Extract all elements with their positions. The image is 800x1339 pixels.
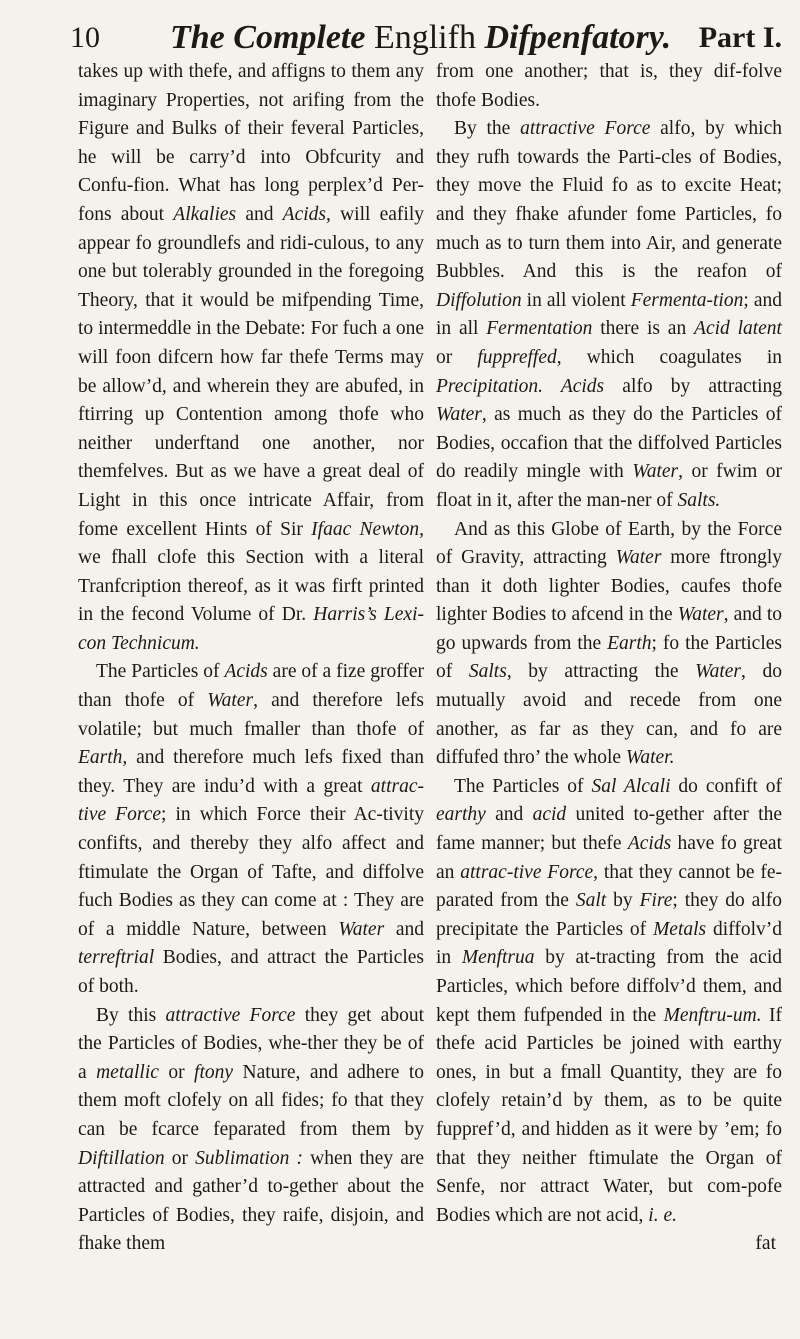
body-text: and [485,804,533,826]
italic-text: Sublimation : [195,1147,304,1169]
paragraph [78,658,424,1001]
italic-text: Water [436,404,482,426]
italic-text: Harris’s Lexi-con Technicum. [78,604,425,654]
body-text: or [164,1147,196,1169]
body-text: , will eafily appear fo groundlefs and ridi-culous, to any one but tolerably grounded in the foregoing Theory, that it would be mifpending Time, to intermeddle in the Debate: For fuch a one will foon difcern how far thefe Terms may be allow’d, and wherein they are abufed, in ftirring up Contention among thofe who neither underftand one another, nor themfelves. But as we have a great deal of Light in this once intricate Affair, from fome excellent Hints of Sir [78,203,424,540]
body-text: And as this Globe of Earth, by the Force of Gravity, attracting [436,518,782,569]
italic-text: ftony [194,1061,234,1083]
body-text: alfo by attracting [604,375,782,397]
body-text: , which coagulates in [556,346,782,368]
paragraph [78,1002,424,1259]
italic-text: Water [615,547,662,569]
body-text: in all violent [521,289,631,311]
body-text: Bodies, and attract the Particles of both. [78,947,424,997]
italic-text: Fermentation [486,318,593,340]
italic-text: earthy [436,804,486,826]
body-text: takes up with thefe, and affigns to them any imaginary Properties, not arifing from the Figure and Bulks of their feveral Particles, he will be carry’d into Obfcurity and Confu-fion. What has long perplex’d Per-fons about [78,61,424,225]
body-text: , we fhall clofe this Section with a literal Tranfcription thereof, as it was firft printed in the fecond Volume of Dr. [78,518,424,626]
italic-text: Precipitation. Acids [436,375,605,397]
body-text: and [236,203,283,225]
italic-text: i. e. [648,1204,677,1226]
italic-text: Water [677,604,724,626]
italic-text: acid [532,804,567,826]
body-text: by [606,890,640,912]
body-text: alfo, by which they rufh towards the Parti-cles of Bodies, they move the Fluid fo as to excite Heat; and they fhake afunder fome Particles, fo much as to turn them into Air, and generate Bubbles. And this is the reafon of [436,118,782,283]
body-text: diffolv’d in [436,918,782,969]
title-part-1: The Complete [170,19,374,56]
paragraph [436,58,782,115]
italic-text: terreftrial [78,947,155,969]
paragraph [78,58,424,658]
italic-text: Diftillation [78,1147,165,1169]
body-text: by at-tracting from the acid Particles, which before diffolv’d them, and kept them fufpended in the [436,947,782,1026]
italic-text: Acid latent [694,318,782,340]
body-text: If thefe acid Particles be joined with earthy ones, in but a fmall Quantity, they are fo clofely retain’d by them, as to be quite fuppref’d, and hidden as it were by ’em; fo that they neither ftimulate the Organ of Senfe, nor attract Water, but com-pofe Bodies which are not acid, [436,1004,782,1226]
italic-text: Sal Alcali [591,775,671,797]
italic-text: Salts [468,661,507,683]
italic-text: Menftru-um. [663,1004,762,1026]
italic-text: Fermenta-tion [630,289,744,311]
italic-text: Water [632,461,679,483]
italic-text: Menftrua [461,947,535,969]
italic-text: Water [207,690,254,712]
italic-text: attrac-tive Force [78,775,424,826]
italic-text: Water. [625,747,675,769]
italic-text: Diffolution [436,289,522,311]
body-text: ; in which Force their Ac-tivity confifts, and thereby they alfo affect and ftimulate the Organ of Tafte, and diffolve fuch Bodies as they can come at : They are of a middle Nature, between [78,804,425,940]
italic-text: attractive Force [520,118,651,140]
running-title [170,16,671,60]
body-text: have fo great an [436,833,783,883]
right-column [436,58,782,1259]
running-header [70,16,782,60]
body-text: By this [96,1004,166,1026]
body-text: The Particles of [96,661,225,683]
body-text: Nature, and adhere to them moft clofely on all fides; fo that they can be fcarce feparated from them by [78,1061,424,1140]
italic-text: Water [338,918,385,940]
body-text: or [158,1061,195,1083]
italic-text: Acids [224,661,268,683]
body-text: By the [454,118,521,140]
paragraph [436,115,782,515]
paragraph [436,516,782,773]
catchword: fat [755,1233,776,1255]
body-text: , as much as they do the Particles of Bodies, occafion that the diffolved Particles do readily mingle with [436,404,782,483]
body-text: united to-gether after the fame manner; but thefe [436,804,782,855]
italic-text: metallic [96,1061,159,1083]
body-text: and [384,918,425,940]
italic-text: Ifaac Newton [311,518,420,540]
body-text: or [436,346,478,368]
italic-text: Acids [282,203,326,225]
italic-text: attrac-tive Force [460,861,594,883]
body-text: more ftrongly than it doth lighter Bodies, caufes thofe lighter Bodies to afcend in the [436,547,782,626]
body-text: , and therefore much lefs fixed than they. They are indu’d with a great [78,747,424,797]
page-number: 10 [70,21,100,54]
body-text: ; they do alfo precipitate the Particles of [436,890,782,940]
italic-text: attractive Force [165,1004,296,1026]
body-text: , or fwim or float in it, after the man-ner of [436,461,783,511]
body-text: ; and in all [436,289,782,340]
italic-text: Earth [78,747,123,769]
body-text: there is an [592,318,695,340]
italic-text: Acids [627,833,672,855]
body-text: when they are attracted and gather’d to-gether about the Particles of Bodies, they raife, disjoin, and fhake them [78,1147,425,1255]
body-text: , that they cannot be fe-parated from the [436,861,783,912]
body-text: The Particles of [454,775,592,797]
italic-text: Salts. [677,489,721,511]
body-text: from one another; that is, they dif-folve thofe Bodies. [436,61,782,111]
paragraph [436,773,782,1231]
italic-text: fuppreffed [477,346,557,368]
body-text: they get about the Particles of Bodies, whe-ther they be of a [78,1004,424,1083]
italic-text: Earth [607,632,652,654]
italic-text: Water [695,661,742,683]
body-text: ; fo the Particles of [436,632,782,683]
body-text: do confift of [670,775,782,797]
italic-text: Fire [639,890,673,912]
italic-text: Alkalies [173,203,237,225]
title-part-2: Englifh [373,19,485,56]
body-text: , do mutually avoid and recede from one another, as far as they can, and fo are diffufed thro’ the whole [436,661,783,769]
body-text: , and therefore lefs volatile; but much fmaller than thofe of [78,690,424,740]
body-text: , by attracting the [506,661,696,683]
italic-text: Metals [653,918,707,940]
part-label: Part I. [698,21,782,54]
title-part-3: Difpenfatory. [484,19,672,56]
body-text: , and to go upwards from the [436,604,783,654]
left-column [78,58,424,1259]
body-text: are of a fize groffer than thofe of [78,661,424,712]
italic-text: Salt [575,890,607,912]
